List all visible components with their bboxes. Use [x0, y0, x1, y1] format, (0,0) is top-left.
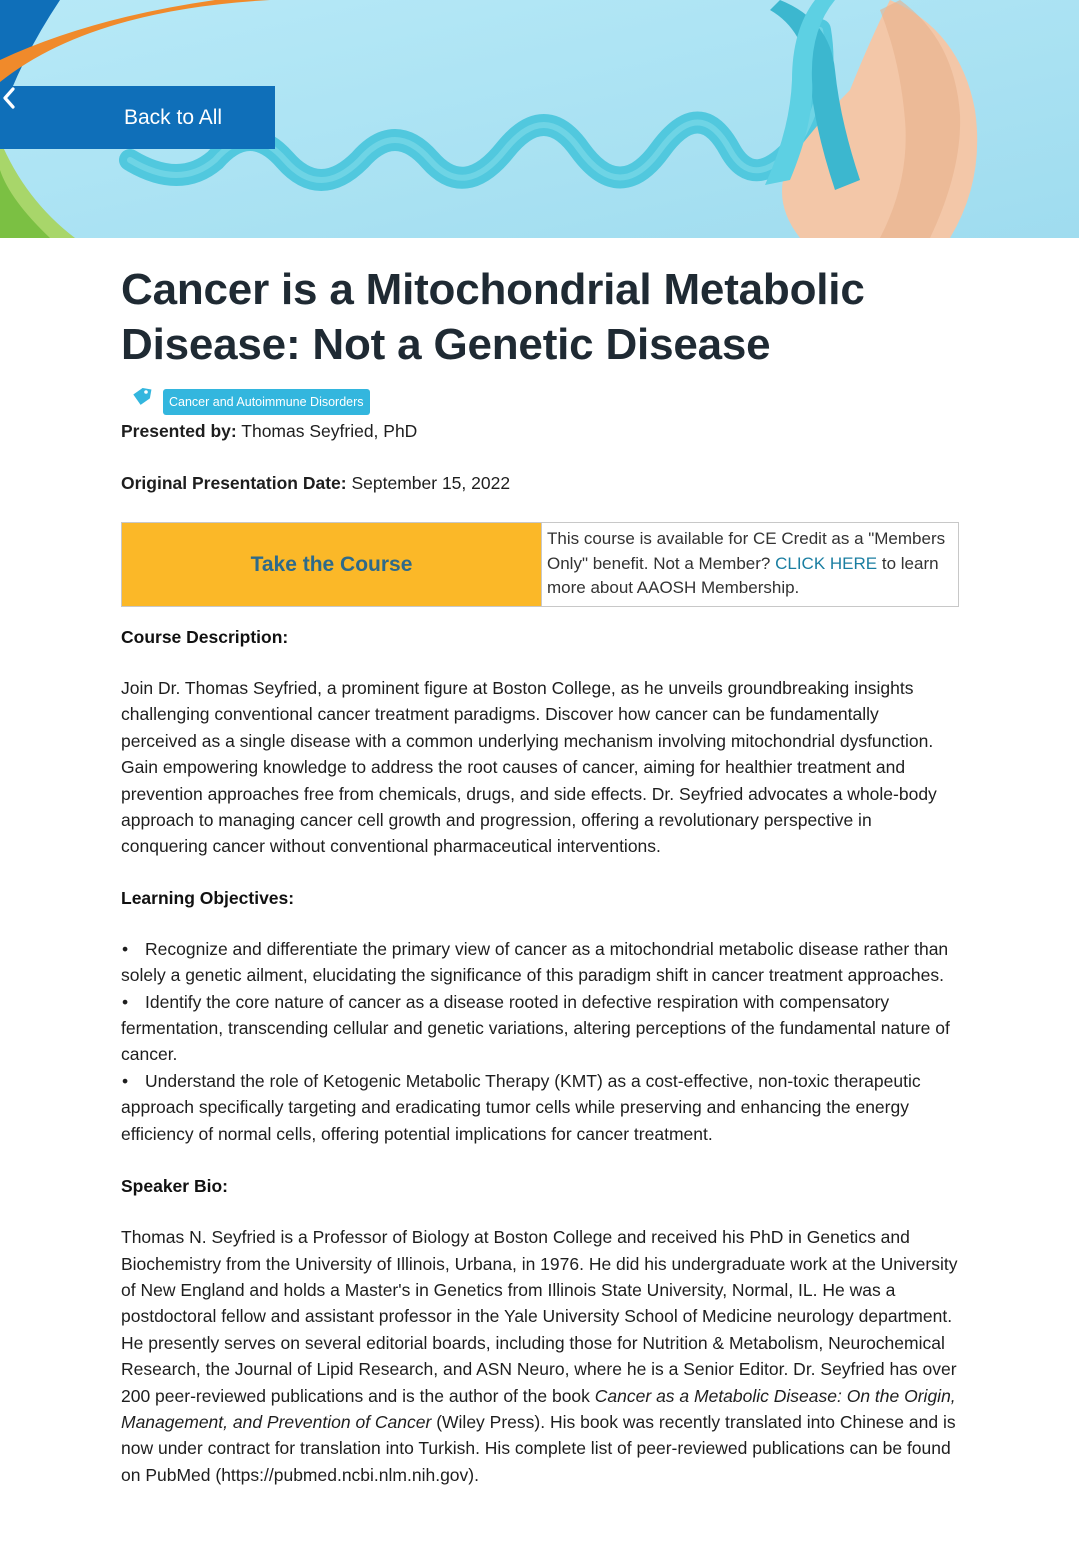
bio-text-start: Thomas N. Seyfried is a Professor of Biology at Boston College and received his PhD in Genetics and Biochemistry from the University of Illinois, Urbana, in 1976. He did his undergraduate work at the University of New England and holds a Master's in Genetics from Illinois State University, Normal, IL. He was a postdoctoral fellow and assistant professor in the Yale University School of Medicine neurology department. He presently serves on several editorial boards, including those for Nutrition & Metabolism, Neurochemical Research, the Journal of Lipid Research, and ASN Neuro, where he is a Senior Editor. Dr. Seyfried has over 200 peer-reviewed publications and is the author of the book [121, 1227, 958, 1406]
course-description-heading: Course Description: [121, 627, 289, 647]
page-title: Cancer is a Mitochondrial Metabolic Disease: Not a Genetic Disease [121, 265, 865, 369]
back-to-all-label: Back to All [124, 105, 223, 129]
tag-row [121, 388, 959, 416]
presenter-line [121, 418, 959, 444]
back-to-all-button[interactable] [0, 86, 275, 149]
category-tag[interactable]: Cancer and Autoimmune Disorders [163, 389, 370, 415]
presenter-name: Thomas Seyfried, PhD [241, 421, 418, 441]
speaker-bio-heading: Speaker Bio: [121, 1176, 228, 1197]
click-here-link[interactable]: CLICK HERE [775, 553, 878, 573]
objective-text: Recognize and differentiate the primary view of cancer as a mitochondrial metabolic disease rather than solely a genetic ailment, elucidating the significance of this paradigm shift in cancer treatment approaches. [121, 938, 949, 986]
list-item [121, 936, 959, 989]
bullet-icon: • [122, 1070, 129, 1091]
presented-by-label: Presented by: [121, 421, 237, 441]
learning-objectives-heading: Learning Objectives: [121, 887, 295, 908]
speaker-bio-text [121, 1224, 959, 1488]
membership-info-text-end: to learn more about AAOSH Membership. [547, 553, 939, 597]
presentation-date-label: Original Presentation Date: [121, 473, 347, 493]
membership-info-text: This course is available for CE Credit as a "Members Only" benefit. Not a Member? [547, 529, 946, 573]
learning-objectives-list [121, 936, 959, 1147]
list-item [121, 1068, 959, 1147]
presentation-date-line [121, 470, 959, 496]
course-description-text: Join Dr. Thomas Seyfried, a prominent figure at Boston College, as he unveils groundbreaking insights challenging conventional cancer treatment paradigms. Discover how cancer can be fundamentally perceived as a single disease with a common underlying mechanism involving mitochondrial dysfunction. Gain empowering knowledge to address the root causes of cancer, aiming for healthier treatment and prevention approaches free from chemicals, drugs, and side effects. Dr. Seyfried advocates a whole-body approach to managing cancer cell growth and progression, offering a revolutionary perspective in conquering cancer without conventional pharmaceutical interventions. [121, 678, 937, 857]
tag-icon [131, 386, 153, 408]
list-item [121, 989, 959, 1068]
course-cta-box [121, 522, 959, 607]
bullet-icon: • [122, 991, 129, 1012]
membership-info [541, 523, 958, 606]
chevron-left-icon [0, 86, 18, 110]
book-title: Cancer as a Metabolic Disease: On the Origin, Management, and Prevention of Cancer [121, 1385, 956, 1432]
hero-banner [0, 0, 1079, 238]
presentation-date: September 15, 2022 [351, 473, 511, 493]
take-course-button[interactable]: Take the Course [122, 523, 541, 606]
objective-text: Identify the core nature of cancer as a disease rooted in defective respiration with compensatory fermentation, transcending cellular and genetic variations, altering perceptions of the fundamental nature of cancer. [121, 991, 950, 1065]
objective-text: Understand the role of Ketogenic Metabolic Therapy (KMT) as a cost-effective, non-toxic therapeutic approach specifically targeting and eradicating tumor cells while preserving and enhancing the energy efficiency of normal cells, offering potential implications for cancer treatment. [121, 1070, 921, 1144]
bio-text-end: (Wiley Press). His book was recently translated into Chinese and is now under contract for translation into Turkish. His complete list of peer-reviewed publications can be found on PubMed (https://pubmed.ncbi.nlm.nih.gov). [121, 1411, 956, 1485]
course-content [121, 238, 959, 1488]
bullet-icon: • [122, 938, 129, 959]
